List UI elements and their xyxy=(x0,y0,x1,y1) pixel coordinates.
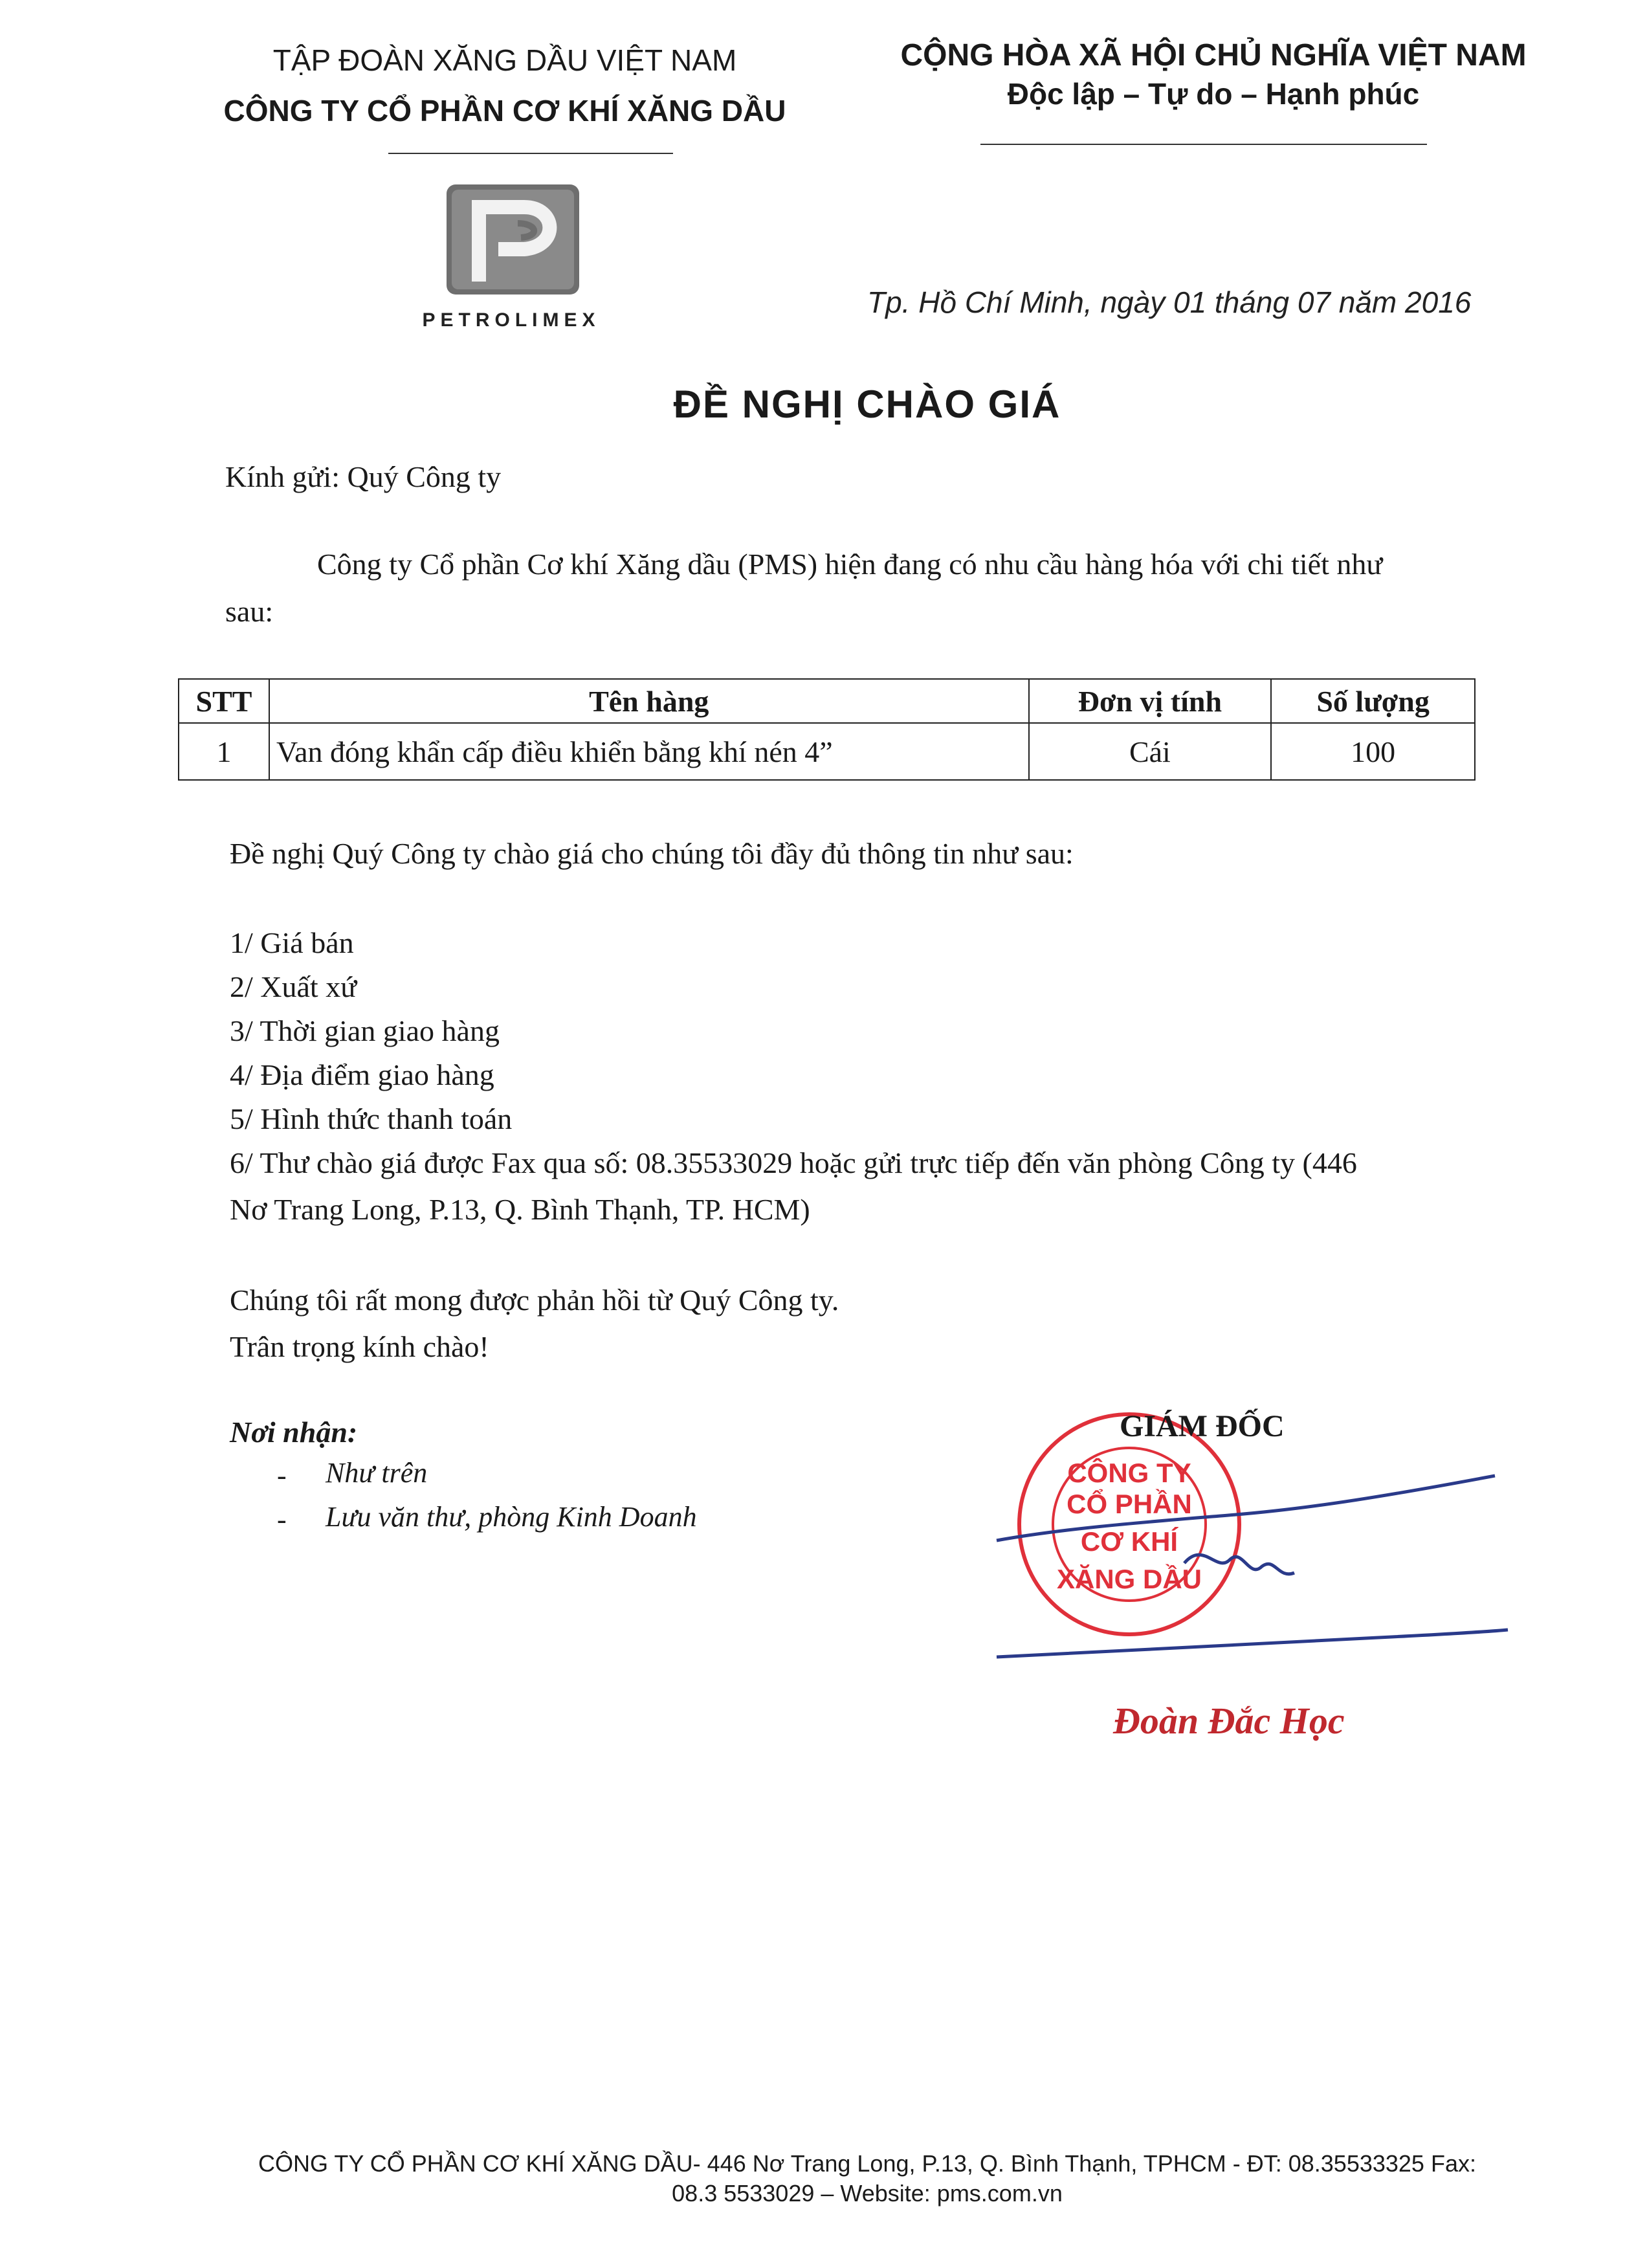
signer-name: Đoàn Đắc Học xyxy=(1113,1700,1345,1742)
list-item-continuation: Nơ Trang Long, P.13, Q. Bình Thạnh, TP. HCM) xyxy=(230,1193,810,1226)
company-underline xyxy=(388,153,673,154)
request-line: Đề nghị Quý Công ty chào giá cho chúng tôi đầy đủ thông tin như sau: xyxy=(230,837,1074,870)
republic-heading: CỘNG HÒA XÃ HỘI CHỦ NGHĨA VIỆT NAM xyxy=(900,38,1527,72)
document-title: ĐỀ NGHỊ CHÀO GIÁ xyxy=(673,383,1061,426)
table-row xyxy=(179,723,1475,780)
seal-text-line: CÔNG TY xyxy=(1067,1458,1191,1488)
col-header-qty: Số lượng xyxy=(1271,679,1475,723)
recipient-item: Lưu văn thư, phòng Kinh Doanh xyxy=(326,1501,697,1533)
table-header-row xyxy=(179,679,1475,723)
recipient-item: Như trên xyxy=(326,1457,428,1489)
seal-text-line: CỔ PHẦN xyxy=(1067,1489,1192,1519)
motto-underline xyxy=(980,144,1427,145)
col-header-name: Tên hàng xyxy=(269,679,1029,723)
intro-paragraph-line-1: Công ty Cổ phần Cơ khí Xăng dầu (PMS) hiện đang có nhu cầu hàng hóa với chi tiết như xyxy=(317,548,1383,581)
logo-wordmark: PETROLIMEX xyxy=(422,309,601,331)
list-item: 6/ Thư chào giá được Fax qua số: 08.35533029 hoặc gửi trực tiếp đến văn phòng Công ty (446 xyxy=(230,1146,1357,1179)
company-name: CÔNG TY CỔ PHẦN CƠ KHÍ XĂNG DẦU xyxy=(223,94,786,128)
seal-text-line: XĂNG DẦU xyxy=(1056,1564,1202,1594)
signer-position: GIÁM ĐỐC xyxy=(1120,1409,1285,1443)
recipient-bullet: - xyxy=(277,1460,287,1491)
motto: Độc lập – Tự do – Hạnh phúc xyxy=(1007,77,1420,111)
list-item: 4/ Địa điểm giao hàng xyxy=(230,1058,494,1091)
recipient-bullet: - xyxy=(277,1504,287,1535)
cell-name: Van đóng khẩn cấp điều khiển bằng khí nén 4” xyxy=(269,723,1029,780)
closing-line-1: Chúng tôi rất mong được phản hồi từ Quý Công ty. xyxy=(230,1284,839,1317)
col-header-unit: Đơn vị tính xyxy=(1029,679,1272,723)
petrolimex-logo-icon xyxy=(447,184,579,295)
goods-table xyxy=(178,678,1476,781)
cell-unit: Cái xyxy=(1029,723,1272,780)
list-item: 1/ Giá bán xyxy=(230,926,354,959)
handwritten-signature-icon xyxy=(990,1450,1534,1670)
parent-group-name: TẬP ĐOÀN XĂNG DẦU VIỆT NAM xyxy=(272,43,737,77)
list-item: 5/ Hình thức thanh toán xyxy=(230,1102,513,1135)
list-item: 2/ Xuất xứ xyxy=(230,970,357,1003)
intro-paragraph-line-2: sau: xyxy=(225,595,274,628)
list-item: 3/ Thời gian giao hàng xyxy=(230,1014,500,1047)
cell-stt: 1 xyxy=(179,723,269,780)
closing-line-2: Trân trọng kính chào! xyxy=(230,1330,489,1363)
cell-qty: 100 xyxy=(1271,723,1475,780)
footer-address: CÔNG TY CỔ PHẦN CƠ KHÍ XĂNG DẦU- 446 Nơ Trang Long, P.13, Q. Bình Thạnh, TPHCM - ĐT: 08.35533325 Fax: xyxy=(258,2150,1476,2177)
salutation: Kính gửi: Quý Công ty xyxy=(225,460,502,493)
seal-text-line: CƠ KHÍ xyxy=(1080,1526,1178,1557)
footer-contact: 08.3 5533029 – Website: pms.com.vn xyxy=(672,2180,1063,2207)
recipients-title: Nơi nhận: xyxy=(230,1416,358,1449)
date-line: Tp. Hồ Chí Minh, ngày 01 tháng 07 năm 2016 xyxy=(867,285,1472,319)
col-header-stt: STT xyxy=(179,679,269,723)
